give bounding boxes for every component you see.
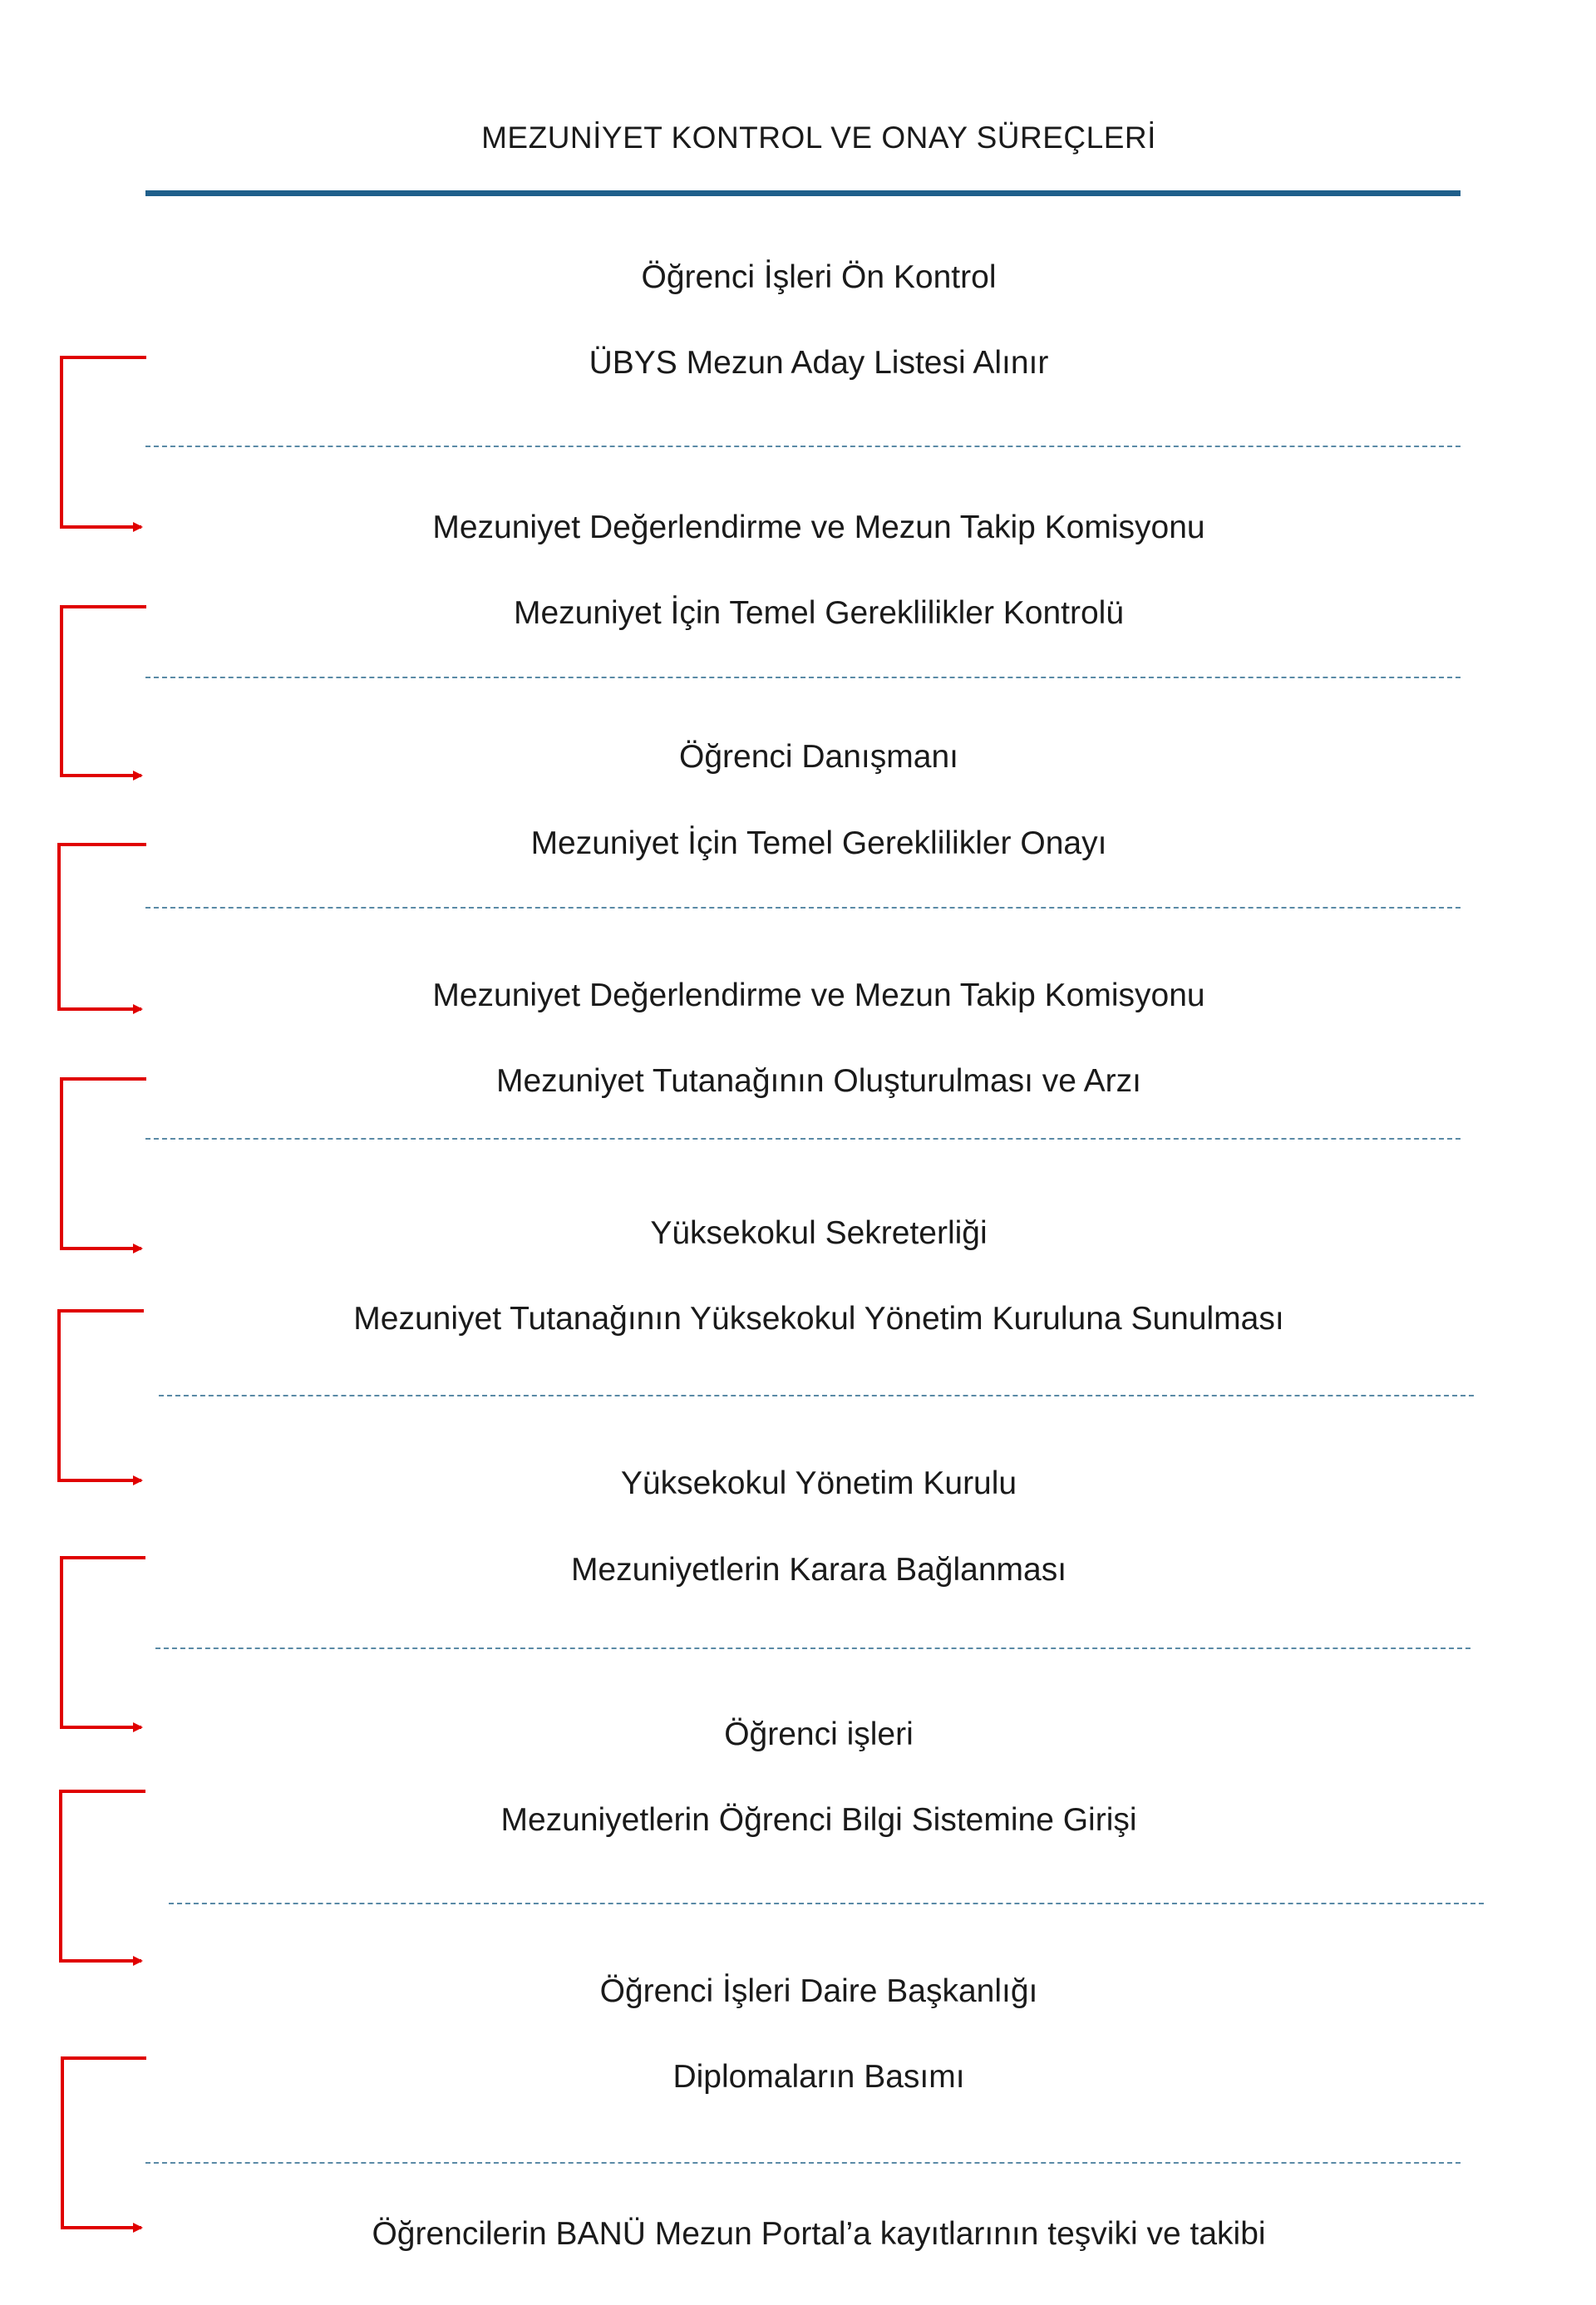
step-1-actor: Öğrenci İşleri Ön Kontrol [641,259,997,295]
step-5-actor: Yüksekokul Sekreterliği [650,1215,988,1251]
page-title: MEZUNİYET KONTROL VE ONAY SÜREÇLERİ [481,121,1156,155]
flow-arrow-5 [59,1311,144,1480]
flow-arrow-3 [59,845,146,1009]
step-8-action: Diplomaların Basımı [672,2059,965,2095]
flow-arrow-4 [62,1079,146,1249]
step-8-actor: Öğrenci İşleri Daire Başkanlığı [599,1973,1038,2009]
step-3-actor: Öğrenci Danışmanı [679,739,958,775]
step-6-action: Mezuniyetlerin Karara Bağlanması [570,1552,1067,1588]
step-3-action: Mezuniyet İçin Temel Gereklilikler Onayı [530,825,1107,861]
flow-arrow-6 [62,1558,145,1727]
step-4-action: Mezuniyet Tutanağının Oluşturulması ve Arzı [495,1063,1142,1099]
step-7-actor: Öğrenci işleri [724,1716,914,1752]
flow-arrow-7 [61,1791,145,1961]
flow-arrow-8 [62,2058,146,2228]
step-1-action: ÜBYS Mezun Aday Listesi Alınır [589,345,1049,381]
step-7-action: Mezuniyetlerin Öğrenci Bilgi Sistemine Girişi [500,1802,1137,1838]
step-2-actor: Mezuniyet Değerlendirme ve Mezun Takip Komisyonu [432,510,1205,545]
step-4-actor: Mezuniyet Değerlendirme ve Mezun Takip Komisyonu [432,978,1205,1013]
step-2-action: Mezuniyet İçin Temel Gereklilikler Kontrolü [513,595,1125,631]
flow-arrow-1 [62,357,146,527]
flow-arrow-2 [62,607,146,776]
step-6-actor: Yüksekokul Yönetim Kurulu [620,1465,1017,1501]
step-9-actor: Öğrencilerin BANÜ Mezun Portal’a kayıtlarının teşviki ve takibi [372,2216,1266,2252]
step-5-action: Mezuniyet Tutanağının Yüksekokul Yönetim Kuruluna Sunulması [353,1301,1284,1337]
